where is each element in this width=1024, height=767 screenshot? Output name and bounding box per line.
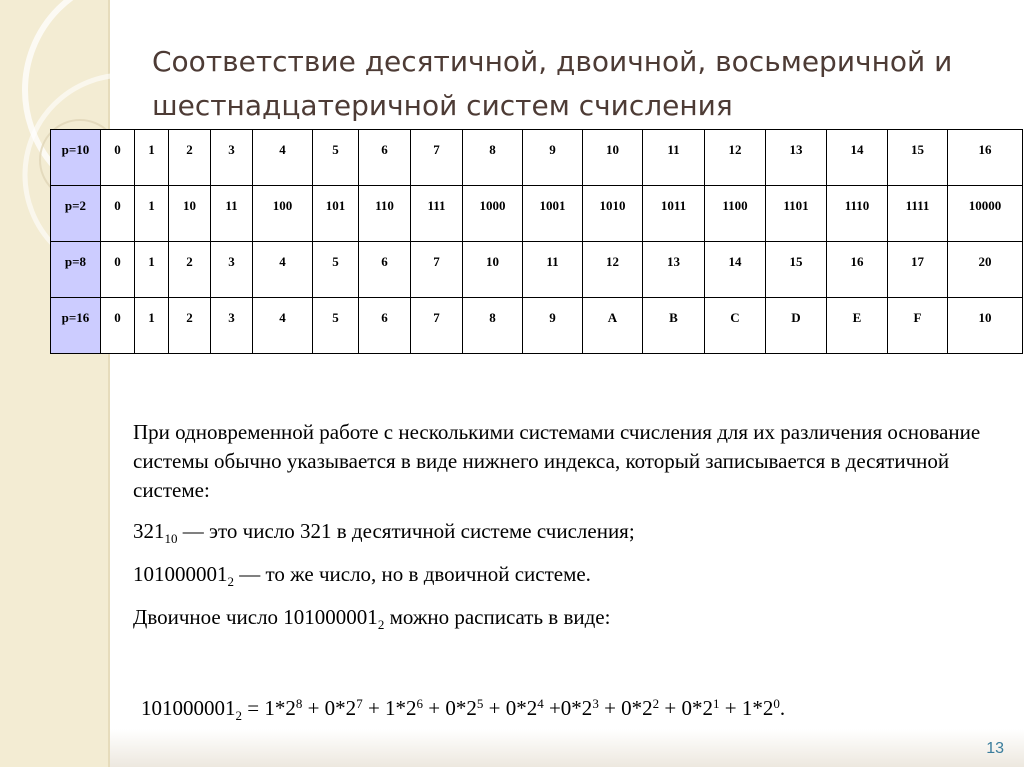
table-cell: E (827, 298, 888, 354)
table-cell: 12 (583, 242, 643, 298)
table-cell: 7 (411, 130, 463, 186)
line-text: можно расписать в виде: (384, 605, 611, 629)
table-cell: F (888, 298, 948, 354)
table-cell: 10 (463, 242, 523, 298)
table-cell: 4 (253, 130, 313, 186)
table-cell: 16 (948, 130, 1023, 186)
table-cell: 1000 (463, 186, 523, 242)
exponent: 2 (652, 696, 660, 711)
table-cell: 6 (359, 298, 411, 354)
row-header: p=8 (51, 242, 101, 298)
formula-term: + 1*2 (719, 696, 774, 720)
exponent: 3 (592, 696, 599, 711)
table-cell: 12 (705, 130, 766, 186)
formula-lhs: 101000001 (141, 696, 236, 720)
line-text: Двоичное число 101000001 (133, 605, 378, 629)
row-header: p=10 (51, 130, 101, 186)
table-cell: 1101 (766, 186, 827, 242)
table-cell: 10 (169, 186, 211, 242)
table-cell: 2 (169, 298, 211, 354)
table-cell: 1 (135, 130, 169, 186)
table-cell: 10000 (948, 186, 1023, 242)
table-cell: 1001 (523, 186, 583, 242)
table-cell: 11 (643, 130, 705, 186)
formula-term: + 0*2 (598, 696, 653, 720)
exponent: 6 (416, 696, 424, 711)
table-cell: 11 (523, 242, 583, 298)
line-text: — это число 321 в десятичной системе счисления; (177, 519, 635, 543)
subscript: 10 (164, 531, 178, 546)
exponent: 5 (476, 696, 484, 711)
table-cell: 3 (211, 242, 253, 298)
table-cell: 0 (101, 130, 135, 186)
table-cell: 8 (463, 130, 523, 186)
table-cell: C (705, 298, 766, 354)
table-cell: 20 (948, 242, 1023, 298)
slide-title: Соответствие десятичной, двоичной, восьмеричной и шестнадцатеричной систем счисления (152, 45, 953, 122)
formula-term: +0*2 (543, 696, 593, 720)
formula-term: = 1*2 (242, 696, 296, 720)
example-binary (133, 560, 993, 589)
table-cell: 3 (211, 298, 253, 354)
table-cell: 8 (463, 298, 523, 354)
table-row (51, 242, 1023, 298)
table-cell: 1111 (888, 186, 948, 242)
table-cell: 0 (101, 298, 135, 354)
table-cell: 13 (766, 130, 827, 186)
table-cell: A (583, 298, 643, 354)
table-cell: 16 (827, 242, 888, 298)
table-cell: 14 (705, 242, 766, 298)
table-cell: 15 (888, 130, 948, 186)
table-cell: 1 (135, 186, 169, 242)
subscript: 2 (235, 708, 242, 723)
table-cell: 0 (101, 186, 135, 242)
intro-paragraph: При одновременной работе с несколькими системами счисления для их различения основание системы обычно указывается в виде нижнего индекса, который записывается в десятичной системе: (133, 420, 981, 502)
table-cell: 1110 (827, 186, 888, 242)
formula-term: + 0*2 (483, 696, 538, 720)
formula-terms (242, 696, 780, 720)
exponent: 8 (295, 696, 303, 711)
subscript: 2 (227, 574, 234, 589)
formula-term: + 0*2 (659, 696, 713, 720)
table-cell: 7 (411, 298, 463, 354)
table-cell: 7 (411, 242, 463, 298)
table-cell: 1011 (643, 186, 705, 242)
number: 321 (133, 519, 165, 543)
table-cell: 2 (169, 130, 211, 186)
table-cell: 1 (135, 298, 169, 354)
row-header: p=16 (51, 298, 101, 354)
table-cell: 17 (888, 242, 948, 298)
formula-term: + 0*2 (302, 696, 357, 720)
table-row (51, 186, 1023, 242)
table-cell: 6 (359, 130, 411, 186)
table-cell: 1 (135, 242, 169, 298)
table-cell: 4 (253, 242, 313, 298)
table-row (51, 130, 1023, 186)
formula-end: . (779, 696, 786, 720)
expansion-intro (133, 603, 993, 632)
table-cell: 10 (583, 130, 643, 186)
table-cell: 3 (211, 130, 253, 186)
table-cell: 4 (253, 298, 313, 354)
table-cell: 1010 (583, 186, 643, 242)
body-text (133, 418, 993, 646)
table-cell: 5 (313, 130, 359, 186)
table-cell: 9 (523, 130, 583, 186)
table-cell: 5 (313, 242, 359, 298)
table-cell: D (766, 298, 827, 354)
table-cell: 5 (313, 298, 359, 354)
page-number: 13 (986, 740, 1004, 757)
row-header: p=2 (51, 186, 101, 242)
binary-expansion-formula (141, 694, 1011, 723)
example-decimal (133, 517, 993, 546)
table-cell: 111 (411, 186, 463, 242)
exponent: 1 (713, 696, 720, 711)
table-row (51, 298, 1023, 354)
table-cell: 101 (313, 186, 359, 242)
table-cell: 10 (948, 298, 1023, 354)
exponent: 0 (773, 696, 780, 711)
table-cell: 1100 (705, 186, 766, 242)
table-cell: B (643, 298, 705, 354)
conversion-table (50, 129, 1023, 354)
bottom-shadow (110, 729, 1024, 767)
table-cell: 0 (101, 242, 135, 298)
exponent: 7 (356, 696, 363, 711)
formula-term: + 1*2 (362, 696, 417, 720)
table-cell: 100 (253, 186, 313, 242)
table-cell: 14 (827, 130, 888, 186)
exponent: 4 (537, 696, 544, 711)
table-cell: 9 (523, 298, 583, 354)
table-cell: 11 (211, 186, 253, 242)
table-cell: 13 (643, 242, 705, 298)
number: 101000001 (133, 562, 228, 586)
table-cell: 2 (169, 242, 211, 298)
subscript: 2 (377, 617, 385, 632)
formula-term: + 0*2 (423, 696, 477, 720)
table-cell: 15 (766, 242, 827, 298)
table-cell: 110 (359, 186, 411, 242)
table-cell: 6 (359, 242, 411, 298)
line-text: — то же число, но в двоичной системе. (234, 562, 591, 586)
